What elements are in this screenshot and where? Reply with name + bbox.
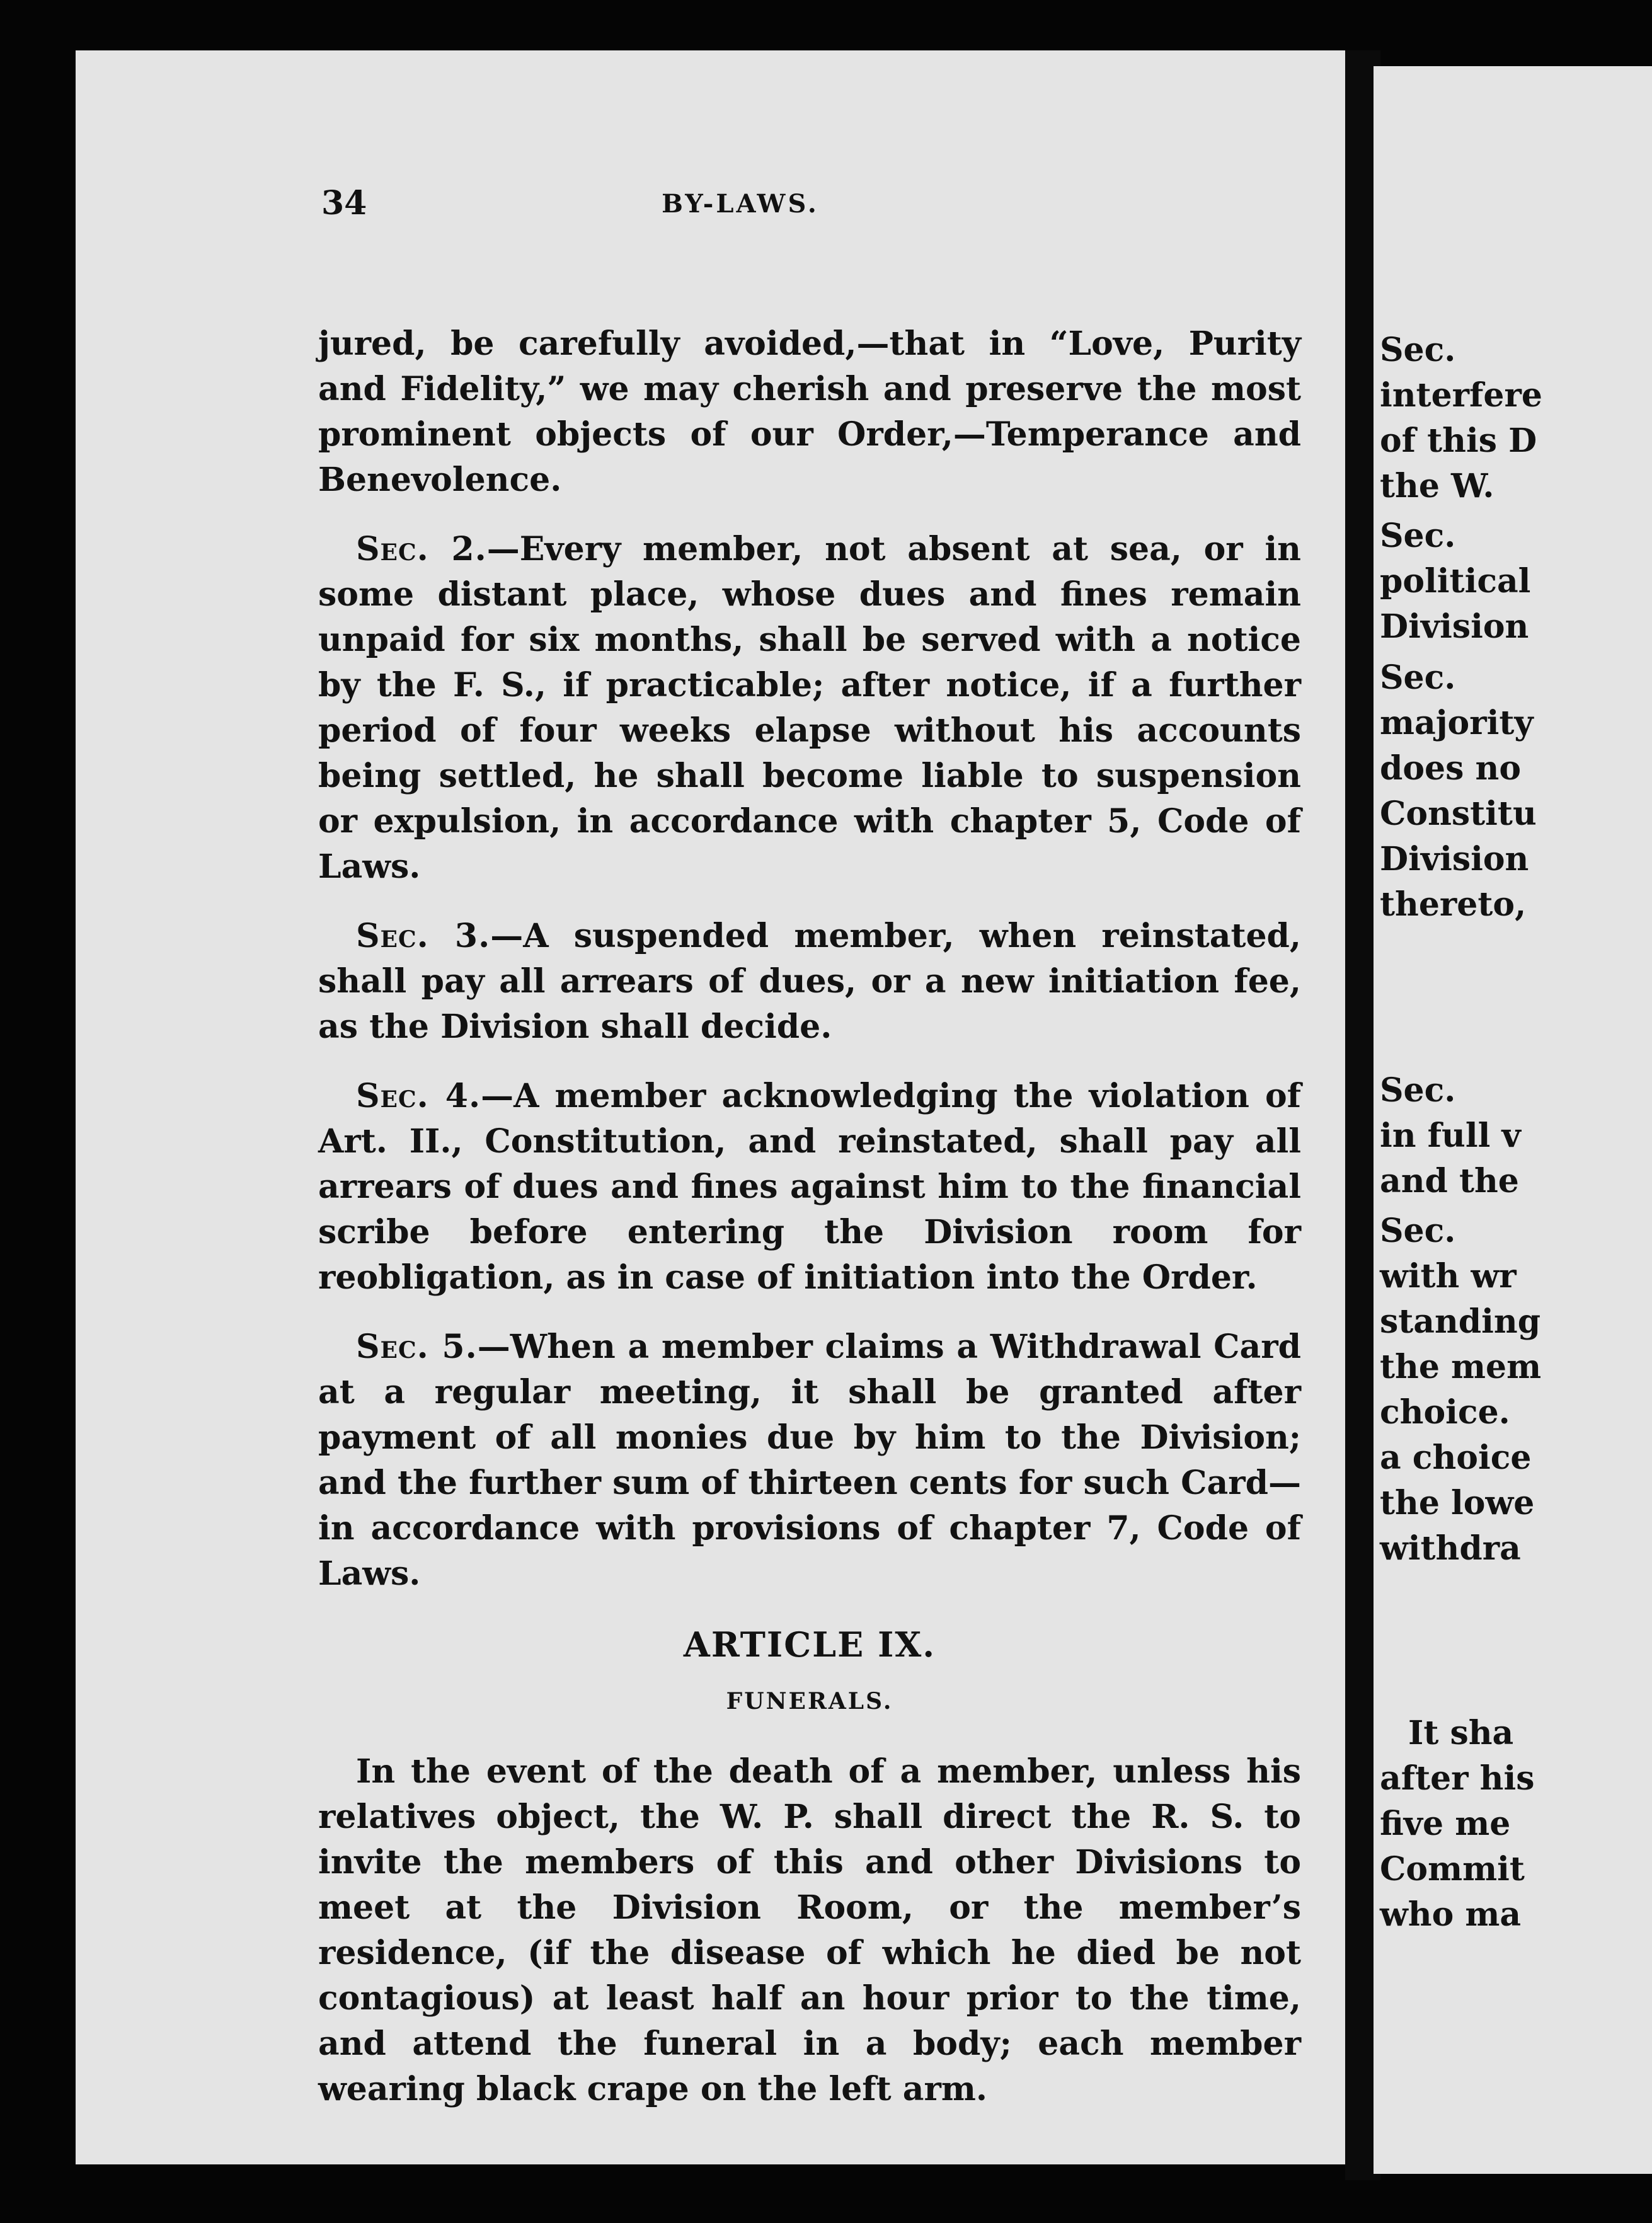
- right-page-line: Division: [1380, 607, 1529, 646]
- section-text: —When a member claims a Withdrawal Card at a regular meeting, it shall be granted after payment of all monies due by him to the Division; and the further sum of thirteen cents for such Card—in accordance with provisions of chapter 7, Code of Laws.: [318, 1328, 1301, 1593]
- section-4: [318, 1074, 1301, 1301]
- right-page-line: after his: [1380, 1759, 1535, 1798]
- section-label: Sec. 2.: [356, 530, 487, 568]
- right-page-line: Sec.: [1380, 1071, 1456, 1110]
- section-3: [318, 914, 1301, 1050]
- right-page-line: choice.: [1380, 1393, 1510, 1432]
- right-page-line: Commit: [1380, 1850, 1525, 1888]
- right-page-line: Sec.: [1380, 658, 1456, 697]
- right-page-line: Sec.: [1380, 517, 1456, 555]
- section-2: [318, 527, 1301, 890]
- right-page-line: Sec.: [1380, 1212, 1456, 1250]
- section-text: —A suspended member, when reinstated, shall pay all arrears of dues, or a new initiation fee, as the Division shall decide.: [318, 917, 1302, 1046]
- right-page-fragment: [1374, 66, 1652, 2174]
- right-page-line: of this D: [1380, 422, 1537, 460]
- running-title: BY-LAWS.: [662, 189, 819, 219]
- section-text: —Every member, not absent at sea, or in some distant place, whose dues and fines remain unpaid for six months, shall be served with a notice by the F. S., if practicable; after notice, if a further period of four weeks elapse without his accounts being settled, he shall become liable to suspension or expulsion, in accordance with chapter 5, Code of Laws.: [318, 530, 1301, 886]
- right-page-line: Constitu: [1380, 795, 1537, 833]
- right-page-line: with wr: [1380, 1257, 1517, 1295]
- paragraph-continuation: jured, be carefully avoided,—that in “Love, Purity and Fidelity,” we may cherish and preserve the most prominent objects of our Order,—Temperance and Benevolence.: [318, 325, 1301, 499]
- right-page-line: does no: [1380, 749, 1521, 788]
- right-page-line: majority: [1380, 704, 1534, 742]
- right-page-line: the W.: [1380, 467, 1494, 505]
- right-page-line: a choice: [1380, 1439, 1532, 1477]
- left-page: [76, 50, 1355, 2164]
- right-page-line: the lowe: [1380, 1484, 1535, 1522]
- right-page-line: in full v: [1380, 1117, 1521, 1155]
- right-page-line: five me: [1380, 1805, 1511, 1843]
- section-label: Sec. 3.: [356, 917, 491, 955]
- article-heading: ARTICLE IX.: [683, 1624, 936, 1665]
- body-text: [318, 321, 1301, 2136]
- article-subheading: FUNERALS.: [726, 1688, 893, 1715]
- right-page-line: who ma: [1380, 1895, 1522, 1934]
- right-page-line: the mem: [1380, 1348, 1542, 1386]
- right-page-line: political: [1380, 562, 1531, 600]
- section-text: —A member acknowledging the violation of Art. II., Constitution, and reinstated, shall pay all arrears of dues and fines against him to the financial scribe before entering the Division room for reobligation, as in case of initiation into the Order.: [318, 1077, 1301, 1297]
- section-5: [318, 1324, 1301, 1597]
- page-number: 34: [321, 184, 367, 222]
- section-label: Sec. 5.: [356, 1328, 478, 1366]
- right-page-line: thereto,: [1380, 885, 1527, 924]
- right-page-line: Division: [1380, 840, 1529, 878]
- right-page-line: It sha: [1408, 1714, 1514, 1752]
- section-label: Sec. 4.: [356, 1077, 481, 1115]
- funerals-paragraph: In the event of the death of a member, unless his relatives object, the W. P. shall direct the R. S. to invite the members of this and other Divisions to meet at the Division Room, or the member’s residence, (if the disease of which he died be not contagious) at least half an hour prior to the time, and attend the funeral in a body; each member wearing black crape on the left arm.: [318, 1752, 1301, 2108]
- right-page-line: withdra: [1380, 1529, 1521, 1568]
- right-page-line: standing: [1380, 1302, 1541, 1341]
- right-page-line: interfere: [1380, 376, 1542, 415]
- right-page-line: Sec.: [1380, 331, 1456, 369]
- right-page-line: and the: [1380, 1162, 1519, 1200]
